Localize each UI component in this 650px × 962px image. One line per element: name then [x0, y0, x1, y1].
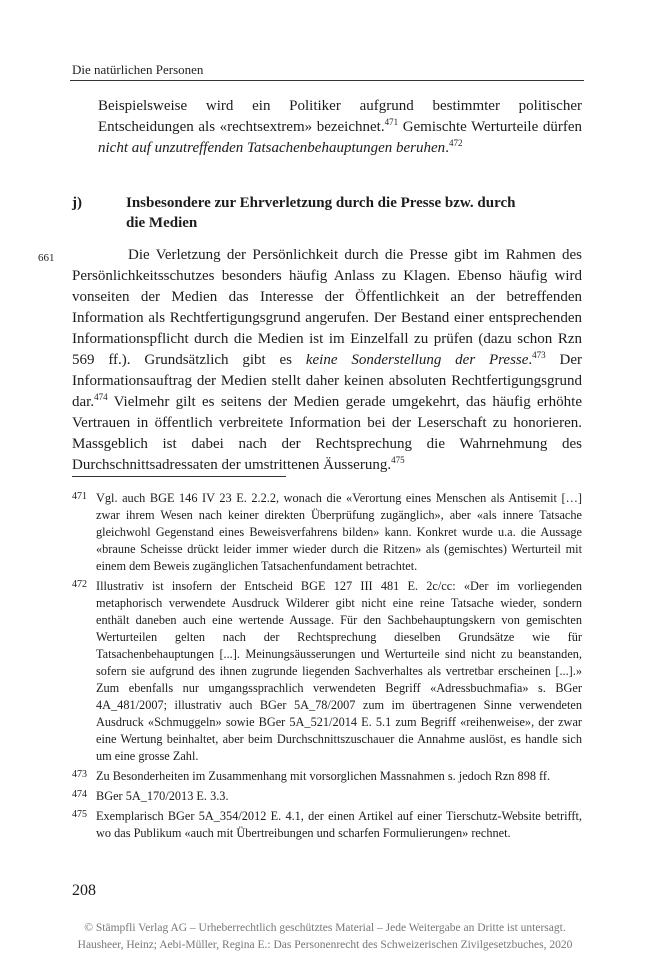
footnote-ref-475[interactable]: 475	[391, 455, 405, 465]
footnote-item	[72, 578, 582, 765]
footnote-text: Exemplarisch BGer 5A_354/2012 E. 4.1, der einen Artikel auf einer Tierschutz-Website betrifft, wo das Publikum «auch mit Übertreibungen und scharfen Formulierungen» rechnet.	[96, 809, 582, 840]
copyright-notice	[0, 920, 650, 954]
footnote-number: 471	[72, 491, 87, 502]
footnote-text: Zu Besonderheiten im Zusammenhang mit vorsorglichen Massnahmen s. jedoch Rzn 898 ff.	[96, 769, 551, 783]
footnote-text: Vgl. auch BGE 146 IV 23 E. 2.2.2, wonach die «Verortung eines Menschen als Antisemit […] zwar ihrem Wesen nach keiner direkten Überprüfung zugänglich», aber «als innere Tatsache gleichwohl Gegenstand eines Beweisverfahrens bilden» kann. Konkret wurde u.a. die Aussage «braune Scheisse drückt leider immer wieder durch die Ritzen» als (gemischtes) Werturteil mit einem dem Beweis zugänglichen Tatsachenfundament betrachtet.	[96, 491, 582, 573]
footnote-item	[72, 808, 582, 842]
footnote-number: 474	[72, 789, 87, 800]
footnote-ref-474[interactable]: 474	[94, 392, 108, 402]
footnote-item	[72, 490, 582, 575]
footnote-item	[72, 788, 582, 805]
page-number: 208	[72, 882, 96, 899]
footnotes	[72, 490, 582, 845]
footnote-number: 473	[72, 769, 87, 780]
footnote-ref-471[interactable]: 471	[384, 117, 399, 127]
copyright-line-1: © Stämpfli Verlag AG – Urheberrechtlich geschütztes Material – Jede Weitergabe an Dritte ist untersagt.	[84, 922, 566, 934]
running-header: Die natürlichen Personen	[72, 62, 204, 77]
paragraph-intro	[72, 96, 582, 159]
footnote-ref-472[interactable]: 472	[448, 138, 463, 148]
paragraph-press	[72, 245, 582, 476]
margin-number: 661	[38, 252, 55, 264]
copyright-line-2: Hausheer, Heinz; Aebi-Müller, Regina E.: Das Personenrecht des Schweizerischen Zivilgesetzbuches, 2020	[77, 939, 573, 951]
paragraph-intro-text: Beispielsweise wird ein Politiker aufgrund bestimmter politischer Entscheidungen als «rechtsextrem» bezeichnet.$^{471}$ Gemischte Werturteile dürfen nicht auf unzutreffenden Tatsachenbehauptungen beruhen.$^{472}$	[98, 98, 582, 156]
footnote-text: Illustrativ ist insofern der Entscheid BGE 127 III 481 E. 2c/cc: «Der im vorliegenden metaphorisch verwendete Ausdruck Wilderer gibt nicht eine reine Tatsache wieder, sondern enthält daneben auch eine wertende Aussage. Für den Sachbehauptungskern von gemischten Werturteilen gelten nach der Rechtsprechung dieselben Grundsätze wie für Tatsachenbehauptungen [...]. Meinungsäusserungen und Werturteile sind nicht zu beanstanden, sofern sie aufgrund des ihnen zugrunde liegenden Sachverhaltes als vertretbar erscheinen [...].» Zum ebenfalls nur umgangssprachlich verwendeten Begriff «Adressbuchmafia» s. BGer 4A_481/2007; illustrativ auch BGer 5A_78/2007 zum im übertragenen Sinne verwendeten Ausdruck «Schmuggeln» sowie BGer 5A_521/2014 E. 5.1 zum Begriff «reihenweise», der zwar eine Wertung beinhaltet, aber beim Durchschnittszuschauer die Annahme auslöst, es handle sich um eine grosse Zahl.	[96, 579, 582, 763]
footnote-rule	[72, 476, 286, 477]
section-heading-number: j)	[72, 195, 82, 211]
footnote-number: 475	[72, 809, 87, 820]
paragraph-press-text: Die Verletzung der Persönlichkeit durch die Presse gibt im Rahmen des Persönlichkeitsschutzes besonders häufig Anlass zu Klagen. Ebenso häufig wird vonseiten der Medien das Interesse der Öffentlichkeit an der betreffenden Information als Rechtfertigungsgrund angerufen. Der Bestand einer entsprechenden Informationspflicht durch die Medien ist im Einzelfall zu prüfen (dazu schon Rzn 569 ff.). Grundsätzlich gibt es keine Sonderstellung der Presse.$^{473}$ Der Informationsauftrag der Medien stellt daher keinen absoluten Rechtfertigungsgrund dar.$^{474}$ Vielmehr gilt es seitens der Medien gerade umgekehrt, das häufig erhöhte Vertrauen in öffentlich verbreitete Information bei der Leserschaft zu honorieren. Massgeblich ist dabei nach der Rechtsprechung die Wahrnehmung des Durchschnittsadressaten der umstrittenen Äusserung.$^{475}$	[72, 247, 582, 473]
footnote-number: 472	[72, 579, 87, 590]
footnote-text: BGer 5A_170/2013 E. 3.3.	[96, 789, 229, 803]
header-rule	[70, 80, 584, 81]
footnote-item	[72, 768, 582, 785]
section-heading	[72, 193, 582, 233]
footnote-ref-473[interactable]: 473	[532, 350, 546, 360]
section-heading-text: Insbesondere zur Ehrverletzung durch die Presse bzw. durch die Medien	[126, 195, 516, 231]
